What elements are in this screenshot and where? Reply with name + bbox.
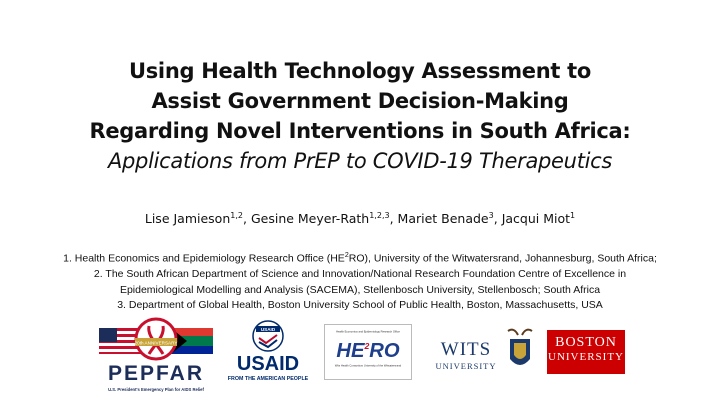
usaid-wordmark: USAID <box>236 353 300 375</box>
bu-line-2: UNIVERSITY <box>548 351 624 363</box>
hero-logo <box>324 324 412 380</box>
title-line-1: Using Health Technology Assessment to <box>128 59 592 83</box>
hero-top-text: Health Economics and Epidemiology Research Office <box>336 330 400 334</box>
author-name: Lise Jamieson <box>144 211 231 227</box>
author-affil-sup: 1 <box>570 211 576 220</box>
boston-university-logo <box>547 330 625 374</box>
usaid-tagline: FROM THE AMERICAN PEOPLE <box>227 376 309 382</box>
affiliation-2-cont: Epidemiological Modelling and Analysis (SACEMA), Stellenbosch University, Stellenbosch; South Africa <box>119 283 601 296</box>
pepfar-badge-text: 20th ANNIVERSARY <box>134 340 178 346</box>
affiliation-3: 3. Department of Global Health, Boston University School of Public Health, Boston, Massachusetts, USA <box>117 299 603 311</box>
wits-crest-icon <box>508 330 532 365</box>
author-affil-sup: 1,2,3 <box>369 211 390 220</box>
affiliation-2: 2. The South African Department of Science and Innovation/National Research Foundation Centre of Excellence in <box>93 268 627 280</box>
pepfar-logo <box>97 314 215 400</box>
affiliations <box>18 248 702 314</box>
title-subtitle: Applications from PrEP to COVID-19 Therapeutics <box>107 149 613 173</box>
author-affil-sup: 1,2 <box>230 211 243 220</box>
author-name: Gesine Meyer-Rath <box>250 211 370 227</box>
wits-logo <box>432 325 534 379</box>
title-line-3: Regarding Novel Interventions in South Africa: <box>89 119 631 143</box>
author-affil-sup: 3 <box>488 211 494 220</box>
usaid-seal-text: USAID <box>260 326 276 332</box>
author-name: Mariet Benade <box>397 211 489 227</box>
pepfar-wordmark: PEPFAR <box>107 362 205 385</box>
pepfar-tagline: U.S. President's Emergency Plan for AIDS Relief <box>108 387 204 392</box>
author-name: Jacqui Miot <box>501 211 571 227</box>
usaid-logo <box>223 318 313 386</box>
wits-subtitle: UNIVERSITY <box>435 361 497 371</box>
wits-wordmark: WITS <box>440 339 492 360</box>
slide-title <box>0 56 720 176</box>
hero-bottom-text: Wits Health Consortium University of the Witwatersrand <box>334 364 402 368</box>
title-line-2: Assist Government Decision-Making <box>151 89 569 113</box>
bu-line-1: BOSTON <box>555 335 617 350</box>
affiliation-1: 1. Health Economics and Epidemiology Research Office $(HE^2RO)$, University of the Witwatersrand, Johannesburg, South Africa; <box>63 252 657 265</box>
hero-wordmark: $HE^2RO$ <box>336 339 400 362</box>
author-list: Lise Jamieson$^{1,2}$, Gesine Meyer-Rath$^{1,2,3}$, Mariet Benade$^3$, Jacqui Miot$^1$ <box>144 211 576 227</box>
